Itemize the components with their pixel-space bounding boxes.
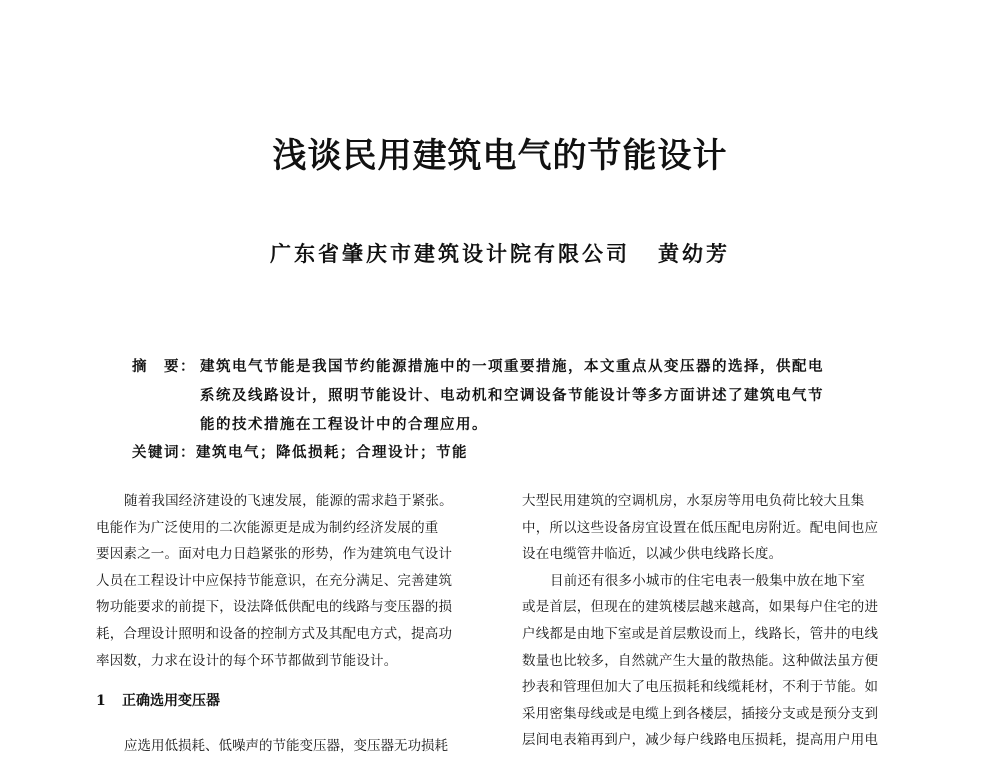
body-line: 电能作为广泛使用的二次能源更是成为制约经济发展的重 <box>96 519 439 536</box>
abstract-line: 系统及线路设计，照明节能设计、电动机和空调设备节能设计等多方面讲述了建筑电气节 <box>200 387 824 404</box>
body-line: 数量也比较多，自然就产生大量的散热能。这种做法虽方便 <box>522 652 879 669</box>
right-column <box>522 488 920 754</box>
keywords-label: 关键词： <box>132 444 196 461</box>
body-line: 中，所以这些设备房宜设置在低压配电房附近。配电间也应 <box>522 519 879 536</box>
affiliation: 广东省肇庆市建筑设计院有限公司 <box>270 241 630 266</box>
keywords <box>132 438 880 467</box>
section-body <box>96 733 496 760</box>
body-line: 应选用低损耗、低噪声的节能变压器，变压器无功损耗 <box>124 738 448 754</box>
abstract <box>132 352 880 439</box>
body-line: 要因素之一。面对电力日趋紧张的形势，作为建筑电气设计 <box>96 546 453 563</box>
section-title: 正确选用变压器 <box>122 693 220 709</box>
body-line: 抄表和管理但加大了电压损耗和线缆耗材，不利于节能。如 <box>522 679 879 696</box>
author-line <box>0 238 1000 268</box>
body-line: 大型民用建筑的空调机房，水泵房等用电负荷比较大且集 <box>522 493 865 509</box>
left-column <box>96 488 496 674</box>
body-line: 人员在工程设计中应保持节能意识，在充分满足、完善建筑 <box>96 572 453 589</box>
abstract-line: 建筑电气节能是我国节约能源措施中的一项重要措施，本文重点从变压器的选择，供配电 <box>200 358 824 375</box>
author-name: 黄幼芳 <box>658 241 730 266</box>
body-line: 设在电缆管井临近，以减少供电线路长度。 <box>522 546 783 563</box>
body-line: 层间电表箱再到户，减少每户线路电压损耗，提高用户用电 <box>522 732 879 749</box>
body-line: 或是首层，但现在的建筑楼层越来越高，如果每户住宅的进 <box>522 599 879 616</box>
abstract-label: 摘 要： <box>132 358 196 375</box>
body-line: 采用密集母线或是电缆上到各楼层，插接分支或是预分支到 <box>522 705 879 722</box>
section-heading <box>96 690 220 710</box>
body-line: 耗，合理设计照明和设备的控制方式及其配电方式，提高功 <box>96 625 453 642</box>
keywords-text: 建筑电气；降低损耗；合理设计；节能 <box>196 444 468 461</box>
body-line: 物功能要求的前提下，设法降低供配电的线路与变压器的损 <box>96 599 453 616</box>
body-line: 随着我国经济建设的飞速发展，能源的需求趋于紧张。 <box>124 493 453 509</box>
abstract-line: 能的技术措施在工程设计中的合理应用。 <box>200 416 488 433</box>
section-number: 1 <box>96 693 106 709</box>
body-line: 目前还有很多小城市的住宅电表一般集中放在地下室 <box>550 572 866 589</box>
paper-title: 浅谈民用建筑电气的节能设计 <box>272 136 728 176</box>
body-line: 率因数，力求在设计的每个环节都做到节能设计。 <box>96 652 398 669</box>
body-line: 户线都是由地下室或是首层敷设而上，线路长，管井的电线 <box>522 625 879 642</box>
